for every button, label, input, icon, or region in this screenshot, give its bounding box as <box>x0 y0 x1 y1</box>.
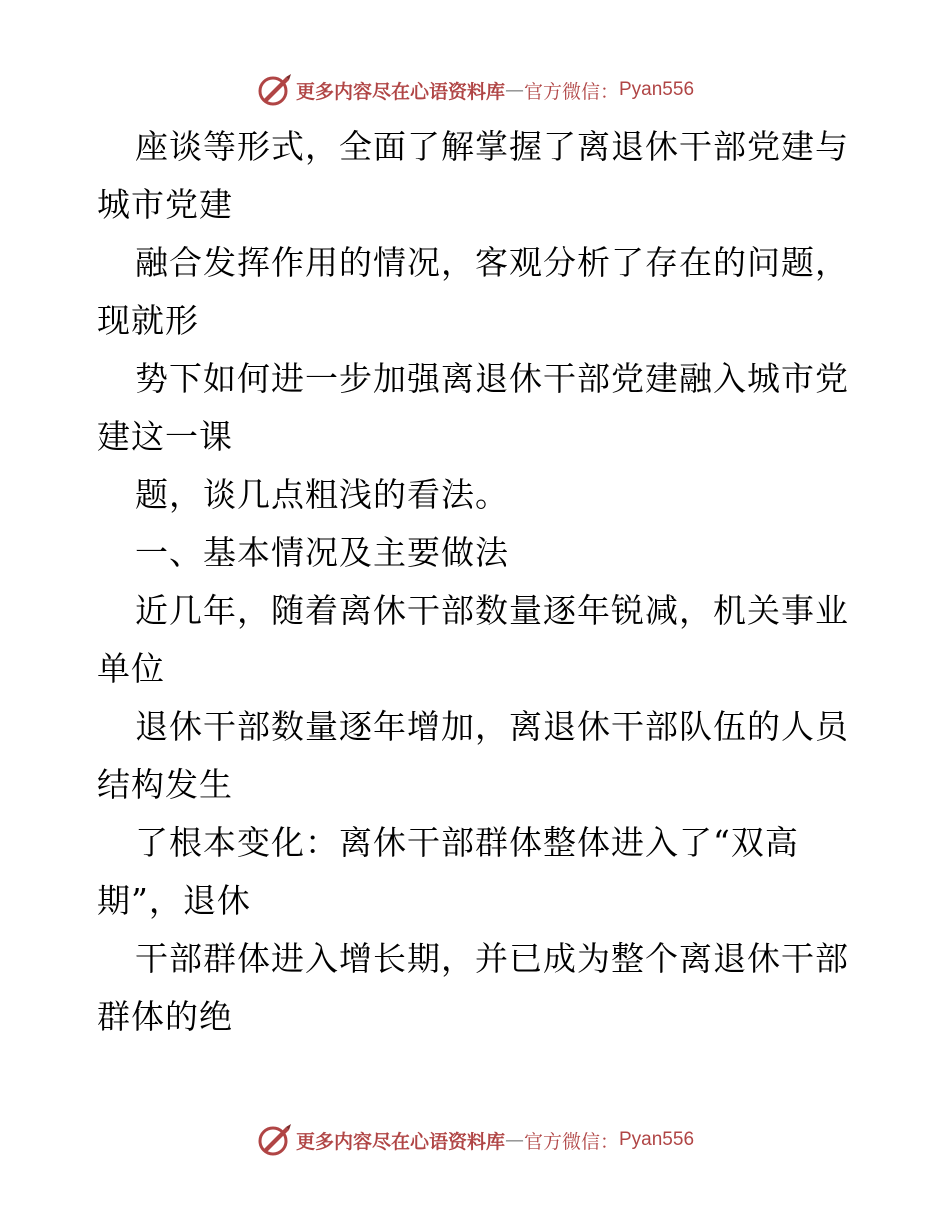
banner-wechat-id: Pyan556 <box>619 79 695 100</box>
text-line: 群体的绝 <box>97 997 233 1036</box>
footer-watermark-banner <box>0 1120 950 1160</box>
text-line: 单位 <box>97 649 165 688</box>
banner-site-text: 更多内容尽在心语资料库 <box>295 1130 505 1153</box>
section-heading: 一、基本情况及主要做法 <box>135 533 509 572</box>
text-line: 座谈等形式，全面了解掌握了离退休干部党建与 <box>135 127 849 166</box>
banner-wechat-label: 官方微信： <box>523 80 619 103</box>
banner-separator: — <box>504 79 524 101</box>
quill-logo-icon <box>256 1123 292 1157</box>
text-line: 势下如何进一步加强离退休干部党建融入城市党 <box>135 359 849 398</box>
banner-site-text: 更多内容尽在心语资料库 <box>295 80 505 103</box>
text-line: 干部群体进入增长期，并已成为整个离退休干部 <box>135 939 849 978</box>
quill-logo-icon <box>256 73 292 107</box>
text-line: 现就形 <box>97 301 199 340</box>
banner-separator: — <box>504 1129 524 1151</box>
text-line: 城市党建 <box>97 185 233 224</box>
text-line: 题，谈几点粗浅的看法。 <box>135 475 509 514</box>
text-line: 退休干部数量逐年增加，离退休干部队伍的人员 <box>135 707 849 746</box>
text-line: 结构发生 <box>97 765 233 804</box>
text-line: 融合发挥作用的情况，客观分析了存在的问题， <box>135 243 849 282</box>
text-line: 近几年，随着离休干部数量逐年锐减，机关事业 <box>135 591 849 630</box>
document-body <box>97 118 857 1046</box>
text-line: 了根本变化：离休干部群体整体进入了“双高 <box>135 823 799 862</box>
text-line: 期”，退休 <box>97 881 251 920</box>
banner-wechat-label: 官方微信： <box>523 1130 619 1153</box>
text-line: 建这一课 <box>97 417 233 456</box>
banner-wechat-id: Pyan556 <box>619 1129 695 1150</box>
header-watermark-banner <box>0 70 950 110</box>
